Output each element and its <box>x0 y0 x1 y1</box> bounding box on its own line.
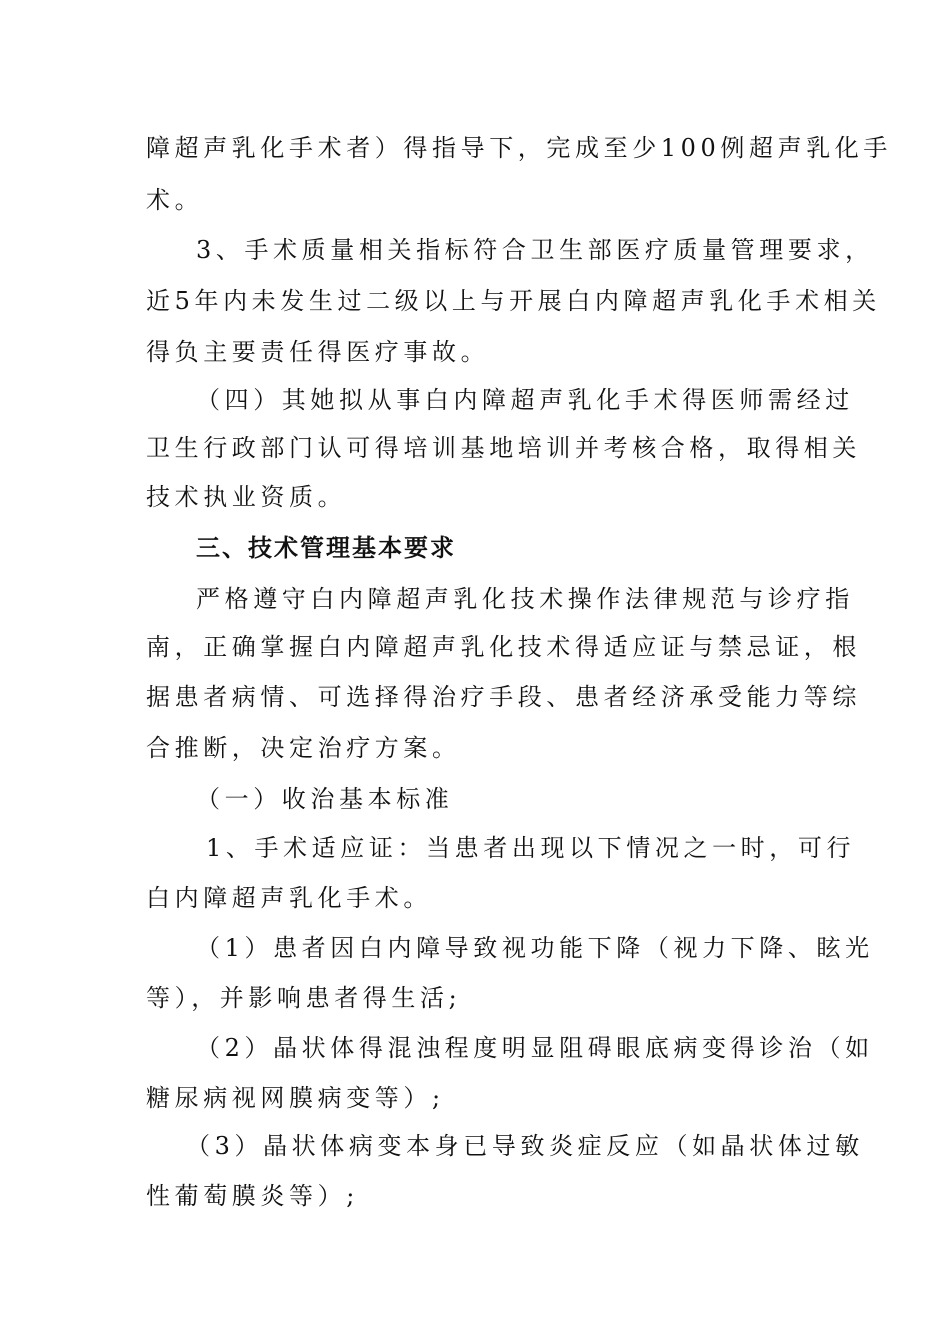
paragraph-4-line-3: 据患者病情、可选择得治疗手段、患者经济承受能力等综 <box>146 683 861 711</box>
paragraph-3-line-3: 技术执业资质。 <box>146 483 347 511</box>
section-heading: 三、技术管理基本要求 <box>196 534 456 562</box>
paragraph-6-line-1: 1、手术适应证：当患者出现以下情况之一时，可行 <box>206 834 856 862</box>
paragraph-2-line-1: 3、手术质量相关指标符合卫生部医疗质量管理要求， <box>196 236 874 264</box>
paragraph-6-line-2: 白内障超声乳化手术。 <box>146 884 432 912</box>
paragraph-4-line-2: 南，正确掌握白内障超声乳化技术得适应证与禁忌证，根 <box>146 633 861 661</box>
paragraph-7-line-1: （1）患者因白内障导致视功能下降（视力下降、眩光 <box>196 934 874 962</box>
paragraph-8-line-1: （2）晶状体得混浊程度明显阻碍眼底病变得诊治（如 <box>196 1034 874 1062</box>
paragraph-3-line-1: （四）其她拟从事白内障超声乳化手术得医师需经过 <box>196 386 854 414</box>
paragraph-7-line-2: 等），并影响患者得生活; <box>146 984 462 1012</box>
paragraph-9-line-2: 性葡萄膜炎等）; <box>146 1182 359 1210</box>
paragraph-3-line-2: 卫生行政部门认可得培训基地培训并考核合格，取得相关 <box>146 434 861 462</box>
paragraph-1-line-1: 障超声乳化手术者）得指导下，完成至少100例超声乳化手 <box>146 134 893 162</box>
paragraph-5-line-1: （一）收治基本标准 <box>196 785 454 813</box>
paragraph-2-line-3: 得负主要责任得医疗事故。 <box>146 338 490 366</box>
paragraph-8-line-2: 糖尿病视网膜病变等）; <box>146 1084 445 1112</box>
paragraph-4-line-4: 合推断，决定治疗方案。 <box>146 734 461 762</box>
paragraph-2-line-2: 近5年内未发生过二级以上与开展白内障超声乳化手术相关 <box>146 287 881 315</box>
paragraph-1-line-2: 术。 <box>146 186 204 214</box>
paragraph-9-line-1: （3）晶状体病变本身已导致炎症反应（如晶状体过敏 <box>186 1132 864 1160</box>
paragraph-4-line-1: 严格遵守白内障超声乳化技术操作法律规范与诊疗指 <box>196 585 854 613</box>
